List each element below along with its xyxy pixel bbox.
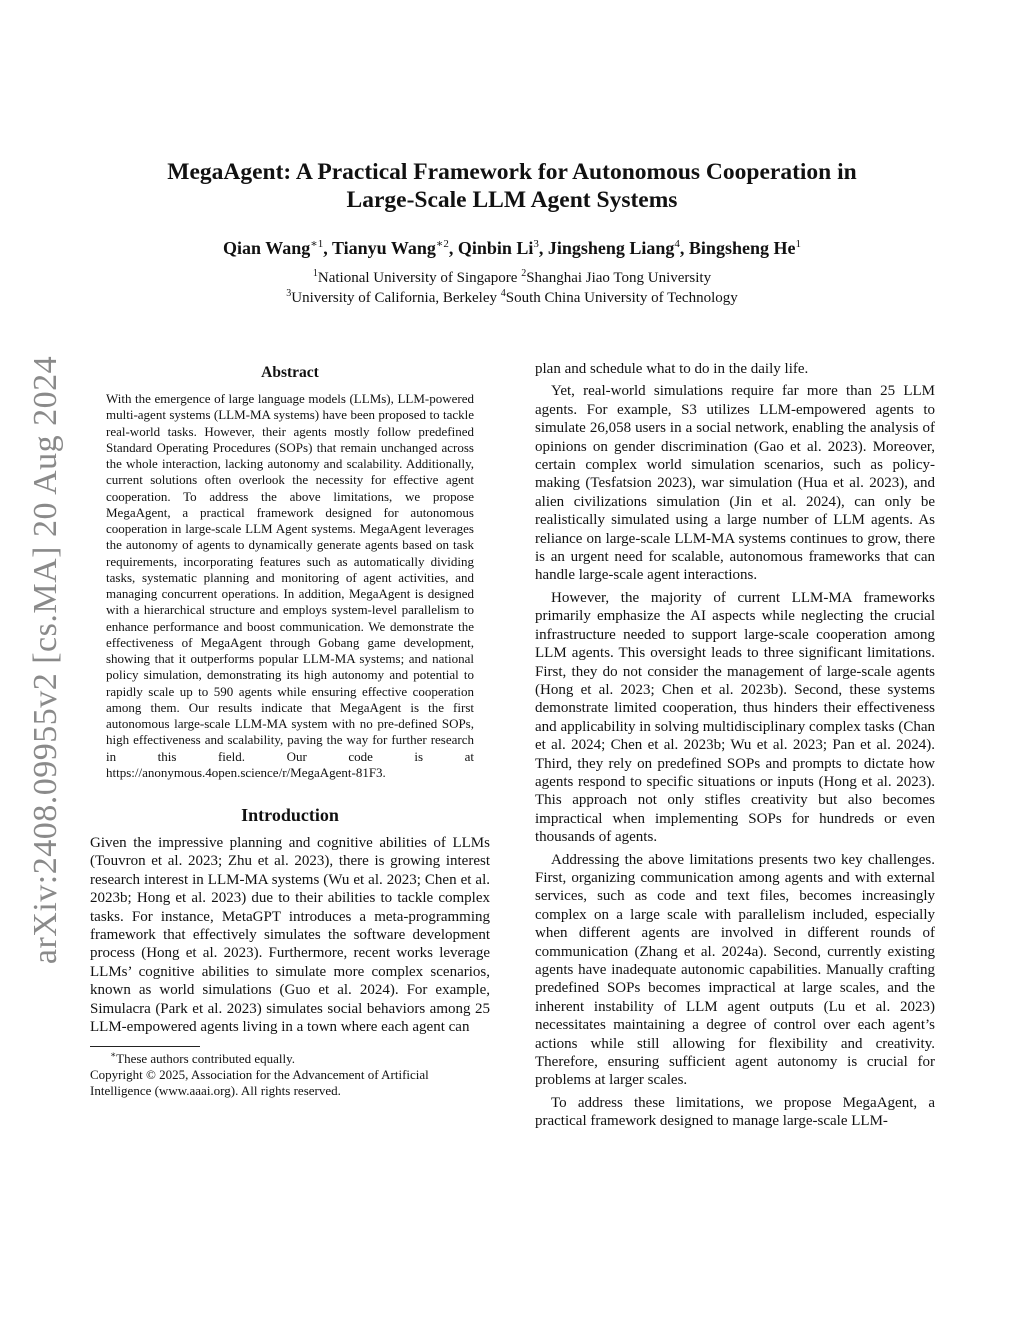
affiliation-mark: 4 [500,288,506,299]
affiliation-name: National University of Singapore [317,270,518,286]
paper-title-line-1: MegaAgent: A Practical Framework for Autonomous Cooperation in [167,159,857,185]
footnote [90,1051,490,1099]
abstract-text: With the emergence of large language models (LLMs), LLM-powered multi-agent systems (LLM-MA systems) have been proposed to tackle real-world tasks. However, their agents mostly follow predefined Standard Operating Procedures (SOPs) that remain unchanged across the whole interaction, lacking autonomy and scalability. Additionally, current solutions often overlook the necessity for effective agent cooperation. To address the above limitations, we propose MegaAgent, a practical framework designed for autonomous cooperation in large-scale LLM Agent systems. MegaAgent leverages the autonomy of agents to dynamically generate agents based on task requirements, incorporating features such as automatically dividing tasks, systematic planning and monitoring of agent activities, and managing concurrent operations. In addition, MegaAgent is designed with a hierarchical structure and employs system-level parallelism to enhance performance and boost communication. We demonstrate the effectiveness of MegaAgent through Gobang game development, showing that it outperforms popular LLM-MA systems; and national policy simulation, demonstrating its high autonomy and potential to rapidly scale up to 590 agents while ensuring effective cooperation among them. Our results indicate that MegaAgent is the first autonomous large-scale LLM-MA system with no pre-defined SOPs, high effectiveness and scalability, paving the way for further research in this field. Our code is at https://anonymous.4open.science/r/MegaAgent-81F3. [106,391,474,780]
footnote-equal-text: These authors contributed equally. [116,1051,296,1067]
arxiv-stamp-text: arXiv:2408.09955v2 [cs.MA] 20 Aug 2024 [27,355,64,965]
author-mark: 1 [795,238,801,250]
author-mark: 4 [674,238,680,250]
author-name: Jingsheng Liang [547,238,675,258]
author-name: Qian Wang [223,238,311,258]
footnote-equal-contribution [90,1051,490,1067]
affiliation-mark: 1 [312,268,318,279]
author-name: Qinbin Li [457,238,534,258]
body-paragraph-continued: plan and schedule what to do in the daily life. [535,361,809,377]
body-paragraph: However, the majority of current LLM-MA frameworks primarily emphasize the AI aspects while neglecting the crucial infrastructure needed to support large-scale cooperation among LLM agents. This oversight leads to three significant limitations. First, they do not consider the management of large-scale agents (Hong et al. 2023; Chen et al. 2023b). Second, these systems demonstrate limited cooperation, thus hinders their effectiveness and applicability in solving multidisciplinary complex tasks (Chan et al. 2024; Chen et al. 2023b; Wu et al. 2023; Pan et al. 2024). Third, they rely on predefined SOPs and prompts to dictate how agents respond to specific situations or inputs (Hong et al. 2023). This approach not only stifles creativity but also becomes impractical when implementing SOPs for hundreds or even thousands of agents. [535,589,935,846]
footnote-rule [90,1046,200,1047]
right-column [535,360,935,1131]
paper-title [112,158,912,214]
left-column [90,360,490,1099]
copyright-line-2: Intelligence (www.aaai.org). All rights reserved. [90,1083,341,1099]
author-name: Bingsheng He [688,238,796,258]
author-mark: ∗2 [435,238,449,250]
body-paragraph: Yet, real-world simulations require far more than 25 LLM agents. For example, S3 utilizes LLM-empowered agents to simulate 26,058 users in a social network, enabling the analysis of opinions on gender discrimination (Gao et al. 2023). Moreover, certain complex world simulation scenarios, such as policy-making (Tesfatsion 2023), war simulation (Hua et al. 2023), and alien civilizations simulation (Jin et al. 2024), can only be realistically simulated using a large number of LLM agents. As reliance on large-scale LLM-MA systems continues to grow, there is an urgent need for scalable, autonomous frameworks that can handle large-scale agent interactions. [535,383,935,584]
body-paragraph: Addressing the above limitations presents two key challenges. First, organizing communication among agents and with external services, such as code and text files, becomes increasingly complex on a large scale with parallelism included, especially when different agents are involved in different rounds of communication (Zhang et al. 2024a). Second, currently existing agents have inadequate autonomic capabilities. Manually crafting predefined SOPs becomes impractical at large scales, and the inherent instability of LLM agent outputs (Lu et al. 2023) necessitates maintaining a degree of control over each agent’s actions while still allowing for flexibility and creativity. Therefore, ensuring sufficient agent autonomy is crucial for problems at larger scales. [535,851,935,1089]
author-name: Tianyu Wang [331,238,436,258]
affiliation-name: South China University of Technology [505,290,738,306]
footnote-mark: ∗ [110,1050,117,1061]
body-paragraph: To address these limitations, we propose MegaAgent, a practical framework designed to manage large-scale LLM- [535,1094,935,1130]
affiliation-line-2 [112,288,912,308]
author-mark: 3 [533,238,539,250]
affiliation-name: Shanghai Jiao Tong University [526,270,712,286]
affiliation-line-1 [112,268,912,288]
abstract-heading: Abstract [261,364,319,381]
affiliation-name: University of California, Berkeley [291,290,498,306]
introduction-paragraph: Given the impressive planning and cognitive abilities of LLMs (Touvron et al. 2023; Zhu et al. 2023), there is growing interest research interest in LLM-MA systems (Wu et al. 2023; Chen et al. 2023b; Hong et al. 2023) due to their abilities to tackle complex tasks. For instance, MetaGPT introduces a meta-programming framework that effectively simulates the software development process (Hong et al. 2023). Furthermore, recent works leverage LLMs’ cognitive abilities to simulate more complex scenarios, known as world simulations (Guo et al. 2024). For example, Simulacra (Park et al. 2023) simulates social behaviors among 25 LLM-empowered agents living in a town where each agent can [90,835,490,1036]
introduction-heading: Introduction [241,805,339,825]
copyright-line-1: Copyright © 2025, Association for the Advancement of Artificial [90,1067,429,1083]
author-list: Qian Wang$^{∗1}$, Tianyu Wang$^{∗2}$, Qinbin Li$^3$, Jingsheng Liang$^4$, Bingsheng He$^1$ [223,238,801,258]
affiliation-mark: 2 [521,268,527,279]
author-mark: ∗1 [310,238,324,250]
paper-title-line-2: Large-Scale LLM Agent Systems [346,187,678,213]
affiliations [112,268,912,308]
affiliation-mark: 3 [286,288,292,299]
